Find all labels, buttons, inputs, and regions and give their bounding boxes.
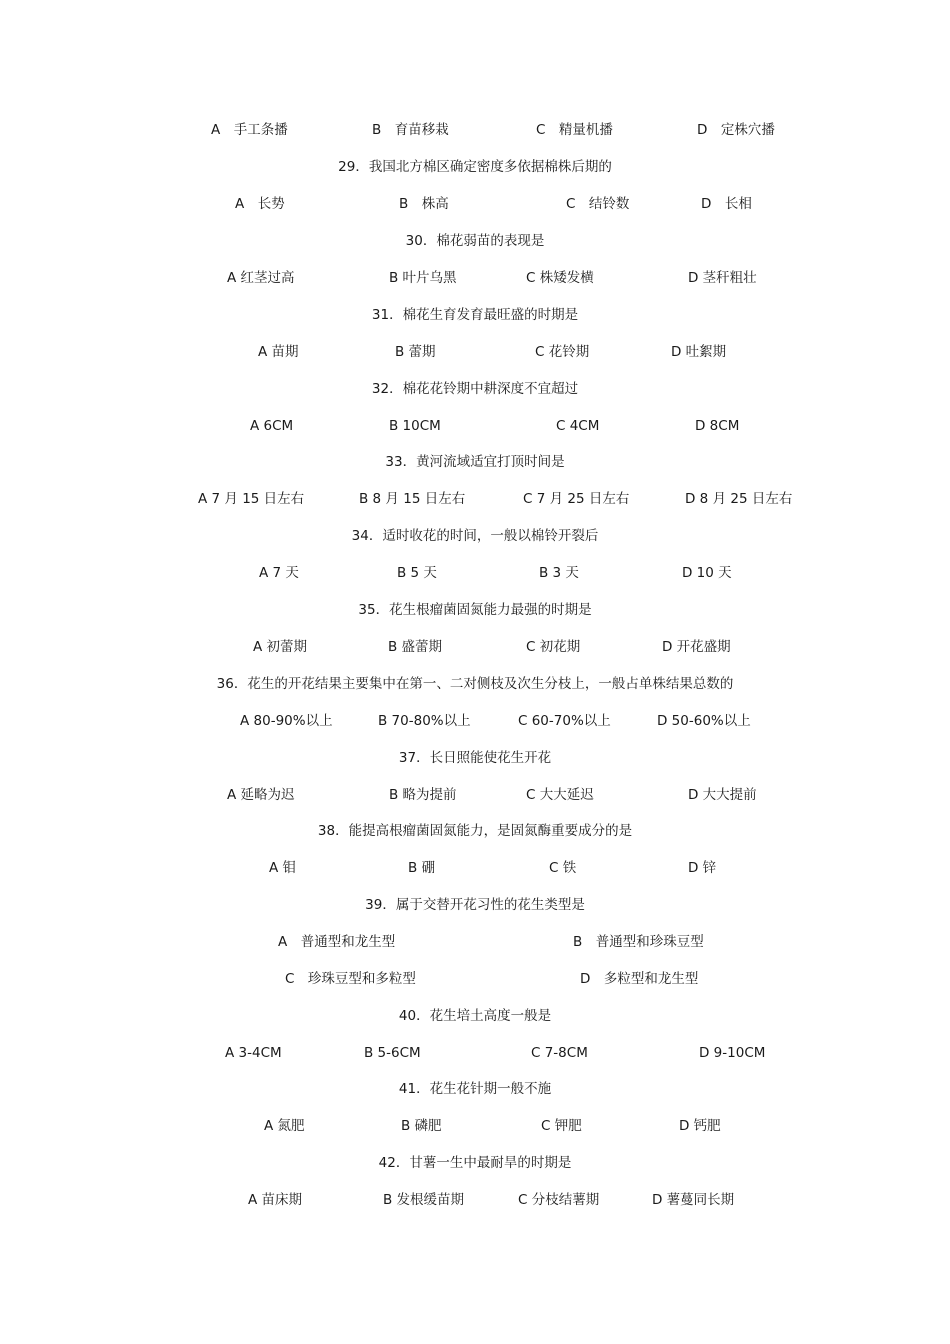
question-42-text: 42．甘薯一生中最耐旱的时期是 [378,1155,572,1171]
question-36-text: 36．花生的开花结果主要集中在第一、二对侧枝及次生分枝上，一般占单株结果总数的 [216,676,734,692]
question-31-option-b: B 蕾期 [395,344,436,360]
question-29-option-a: A 长势 [235,196,285,212]
question-42-option-a: A 苗床期 [248,1192,303,1208]
question-41-text: 41．花生花针期一般不施 [398,1081,552,1097]
question-40-option-b: B 5-6CM [364,1045,421,1061]
question-39-option-d: D 多粒型和龙生型 [580,971,699,987]
question-40-option-a: A 3-4CM [225,1045,282,1061]
question-32-text: 32．棉花花铃期中耕深度不宜超过 [371,381,579,397]
question-39-text: 39．属于交替开花习性的花生类型是 [365,897,585,913]
question-32-option-b: B 10CM [389,418,441,434]
question-29-option-c: C 结铃数 [566,196,630,212]
question-32-option-d: D 8CM [695,418,740,434]
question-30-option-b: B 叶片乌黑 [389,270,457,286]
question-33-option-d: D 8 月 25 日左右 [685,491,793,507]
question-35-option-a: A 初蕾期 [253,639,308,655]
question-35-text: 35．花生根瘤菌固氮能力最强的时期是 [358,602,592,618]
question-34-option-a: A 7 天 [259,565,299,581]
question-39-option-c: C 珍珠豆型和多粒型 [285,971,416,987]
question-30-option-a: A 红茎过高 [227,270,295,286]
question-36-option-a: A 80-90%以上 [240,713,333,729]
question-35-option-c: C 初花期 [526,639,581,655]
question-35-option-d: D 开花盛期 [662,639,731,655]
question-32-option-a: A 6CM [250,418,294,434]
question-38-option-c: C 铁 [549,860,577,876]
question-31-option-c: C 花铃期 [535,344,590,360]
question-28-option-b: B 育苗移栽 [372,122,449,138]
question-33-option-a: A 7 月 15 日左右 [198,491,305,507]
question-39-option-b: B 普通型和珍珠豆型 [573,934,704,950]
question-28-option-a: A 手工条播 [211,122,288,138]
question-36-option-d: D 50-60%以上 [657,713,751,729]
question-28-option-c: C 精量机播 [536,122,613,138]
question-37-text: 37．长日照能使花生开花 [398,750,552,766]
question-33-option-c: C 7 月 25 日左右 [523,491,630,507]
question-34-option-b: B 5 天 [397,565,437,581]
question-38-option-a: A 钼 [269,860,297,876]
question-40-option-c: C 7-8CM [531,1045,588,1061]
question-42-option-c: C 分枝结薯期 [518,1192,600,1208]
question-32-option-c: C 4CM [556,418,600,434]
question-30-text: 30．棉花弱苗的表现是 [405,233,545,249]
question-34-option-d: D 10 天 [682,565,732,581]
question-39-option-a: A 普通型和龙生型 [278,934,396,950]
question-31-option-a: A 苗期 [258,344,299,360]
question-41-option-a: A 氮肥 [264,1118,305,1134]
question-31-text: 31．棉花生育发育最旺盛的时期是 [371,307,579,323]
question-41-option-d: D 钙肥 [679,1118,721,1134]
question-37-option-a: A 延略为迟 [227,787,295,803]
question-38-option-b: B 硼 [408,860,436,876]
question-30-option-c: C 株矮发横 [526,270,594,286]
question-29-text: 29．我国北方棉区确定密度多依据棉株后期的 [338,159,612,175]
question-31-option-d: D 吐絮期 [671,344,727,360]
question-33-text: 33．黄河流域适宜打顶时间是 [385,454,565,470]
question-42-option-b: B 发根缓苗期 [383,1192,465,1208]
question-35-option-b: B 盛蕾期 [388,639,443,655]
question-41-option-b: B 磷肥 [401,1118,442,1134]
question-40-option-d: D 9-10CM [699,1045,766,1061]
question-36-option-b: B 70-80%以上 [378,713,471,729]
question-40-text: 40．花生培土高度一般是 [398,1008,552,1024]
question-34-text: 34．适时收花的时间，一般以棉铃开裂后 [351,528,599,544]
question-37-option-b: B 略为提前 [389,787,457,803]
question-34-option-c: B 3 天 [539,565,579,581]
question-38-text: 38．能提高根瘤菌固氮能力，是固氮酶重要成分的是 [317,823,633,839]
question-29-option-b: B 株高 [399,196,449,212]
question-28-option-d: D 定株穴播 [697,122,775,138]
question-41-option-c: C 钾肥 [541,1118,582,1134]
question-33-option-b: B 8 月 15 日左右 [359,491,466,507]
question-42-option-d: D 薯蔓同长期 [652,1192,735,1208]
question-29-option-d: D 长相 [701,196,752,212]
question-37-option-d: D 大大提前 [688,787,757,803]
question-36-option-c: C 60-70%以上 [518,713,611,729]
question-38-option-d: D 锌 [688,860,717,876]
question-30-option-d: D 茎秆粗壮 [688,270,757,286]
question-37-option-c: C 大大延迟 [526,787,594,803]
